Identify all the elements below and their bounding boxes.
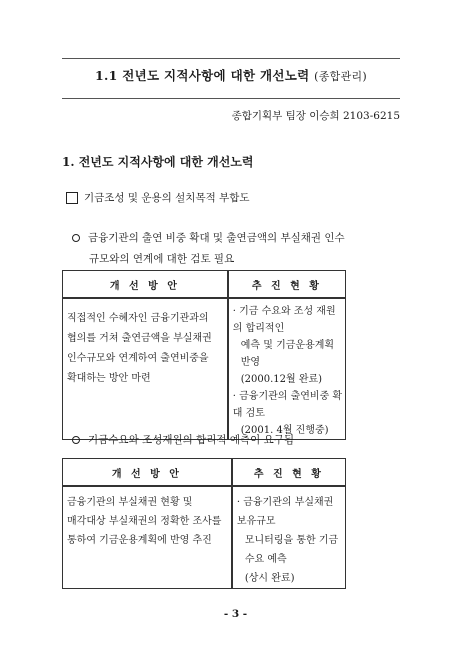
plan-cell: [63, 298, 228, 440]
box-item: [66, 190, 250, 205]
table-header-row: [63, 271, 346, 299]
square-bullet-icon: [66, 192, 78, 204]
plan-line: 매각대상 부실채권의 정확한 조사를: [67, 516, 222, 527]
plan-line: 직접적인 수혜자인 금융기관과의: [67, 313, 209, 324]
page-number: - 3 -: [223, 608, 248, 620]
plan-line: 협의를 거쳐 출연금액을 부실채권: [67, 333, 212, 344]
status-line: · 금융기관의 출연비중 확대 검토: [232, 391, 343, 419]
issue-item-2: [72, 432, 294, 447]
issue-1-line-2: 규모와의 연계에 대한 검토 필요: [89, 253, 235, 265]
title-main: 1.1 전년도 지적사항에 대한 개선노력: [94, 68, 310, 83]
issue-item-1: [72, 230, 345, 245]
circle-bullet-icon: [72, 234, 80, 242]
plan-line: 통하여 기금운용계획에 반영 추진: [67, 535, 212, 546]
column-header-plan: 개 선 방 안: [63, 459, 232, 487]
column-header-plan: 개 선 방 안: [63, 271, 228, 299]
table-row: [63, 298, 346, 440]
table-row: [63, 486, 346, 589]
status-line: (상시 완료): [244, 573, 295, 584]
status-line: 예측 및 기금운용계획 반영: [240, 340, 335, 368]
plan-line: 인수규모와 연계하여 출연비중을: [67, 353, 209, 364]
circle-bullet-icon: [72, 436, 80, 444]
status-line: (2000.12월 완료): [240, 374, 323, 385]
title-sub: (종합관리): [314, 70, 368, 83]
page-title: [62, 66, 400, 84]
issue-1-line-1: 금융기관의 출연 비중 확대 및 출연금액의 부실채권 인수: [88, 232, 345, 244]
status-line: · 기금 수요와 조성 재원의 합리적인: [232, 306, 336, 334]
improvement-table-2: [62, 458, 346, 589]
plan-line: 확대하는 방안 마련: [67, 373, 151, 384]
status-line: · 금융기관의 부실채권 보유규모: [236, 497, 334, 527]
author-line: 종합기획부 팀장 이승희 2103-6215: [231, 110, 400, 122]
status-cell: [228, 298, 346, 440]
section-heading: 1. 전년도 지적사항에 대한 개선노력: [62, 155, 254, 169]
column-header-status: 추 진 현 황: [228, 271, 346, 299]
improvement-table-1: [62, 270, 346, 440]
status-cell: [232, 486, 346, 589]
plan-cell: [63, 486, 232, 589]
title-bottom-rule: [62, 98, 400, 99]
table-header-row: [63, 459, 346, 487]
status-line: (2001. 4월 진행중): [240, 425, 329, 436]
issue-2-line-1: 기금수요와 조성재원의 합리적 예측이 요구됨: [88, 434, 295, 446]
plan-line: 금융기관의 부실채권 현황 및: [67, 497, 193, 508]
top-rule: [62, 58, 400, 59]
column-header-status: 추 진 현 황: [232, 459, 346, 487]
box-item-label: 기금조성 및 운용의 설치목적 부합도: [84, 192, 250, 204]
status-line: 모니터링을 통한 기금수요 예측: [244, 535, 339, 565]
